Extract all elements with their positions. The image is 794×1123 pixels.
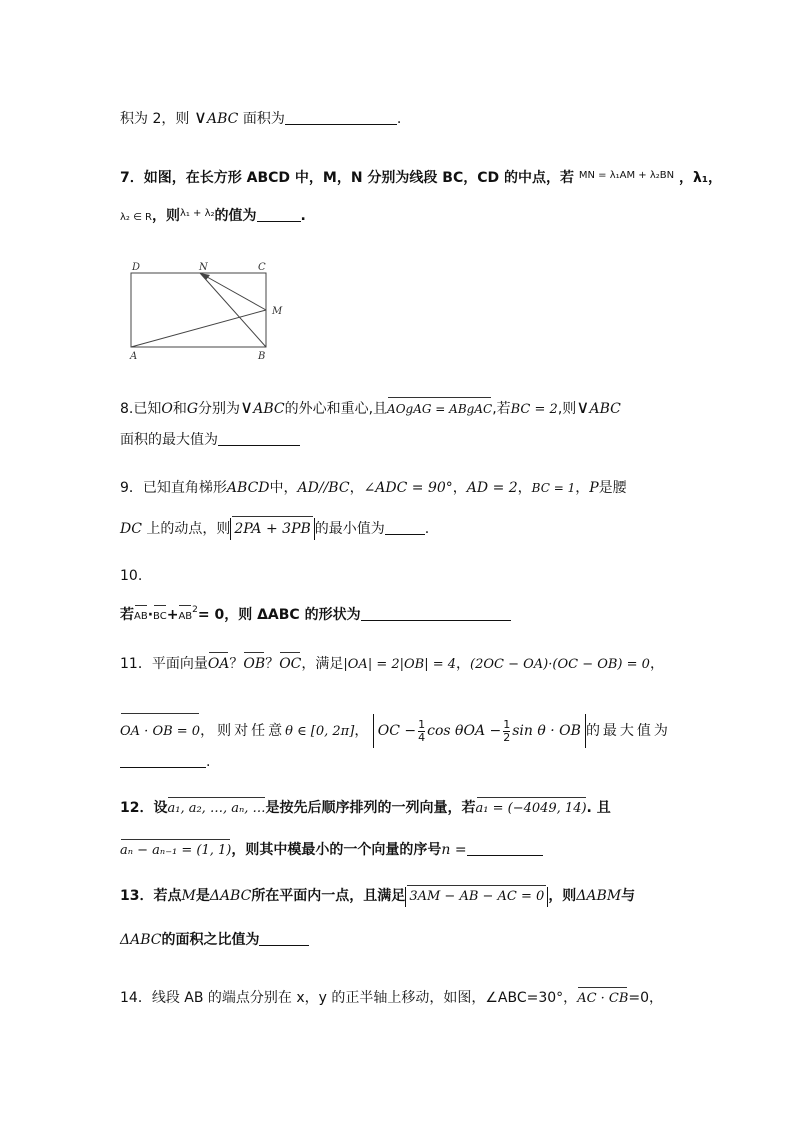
problem-13-line-1 — [120, 886, 635, 907]
p13-triangle: ΔABC — [209, 888, 252, 904]
problem-13-line-2 — [120, 930, 309, 950]
p13-text-5: 与 — [621, 888, 636, 904]
label-c: C — [258, 262, 266, 273]
p6-text: 积为 2，则 — [120, 111, 190, 127]
p10-text-2: = 0，则 ΔABC 的形状为 — [197, 607, 361, 623]
p9-sep-4: ， — [575, 480, 590, 496]
p7-vector-equation: MN = λ₁AM + λ₂BN — [578, 170, 675, 181]
problem-8-line-1 — [120, 398, 621, 420]
p12-text: 12．设 — [120, 800, 168, 816]
p13-text-2: 是 — [195, 888, 210, 904]
answer-blank — [259, 931, 309, 946]
p12-sequence: a₁, a₂, …, aₙ, … — [167, 799, 265, 819]
label-n: N — [199, 262, 208, 273]
answer-blank — [385, 520, 425, 535]
problem-11-line-1 — [120, 654, 664, 675]
p14-text-2: =0， — [628, 990, 664, 1006]
p11-oa: OA — [207, 656, 230, 672]
p11-theta-range: θ ∈ [0, 2π] — [285, 724, 355, 739]
p9-text-5: 的最小值为 — [314, 521, 385, 537]
problem-7-line-1 — [120, 166, 722, 188]
p7-text-2: ，λ₁， — [679, 170, 723, 186]
problem-9-line-1 — [120, 478, 627, 498]
p7-lambda-domain: λ₂ ∈ R — [120, 212, 152, 223]
fraction-num: 1 — [418, 717, 426, 731]
p8-o: O — [161, 401, 173, 417]
p9-sep-3: ， — [517, 480, 532, 496]
p9-dc: DC — [120, 521, 142, 537]
p9-text: 9．已知直角梯形 — [120, 480, 227, 496]
p9-text-2: 中， — [269, 480, 298, 496]
problem-10-line — [120, 600, 511, 627]
p10-ab-2: AB — [178, 607, 192, 627]
p10-bc: BC — [153, 607, 167, 627]
p7-lambda-sum: λ₁ + λ₂ — [179, 208, 215, 219]
answer-blank — [285, 110, 397, 125]
p13-abm: ΔABM — [576, 888, 622, 904]
fraction-num: 1 — [503, 717, 511, 731]
p8-text: 8.已知 — [120, 401, 162, 417]
p12-difference: aₙ − aₙ₋₁ = (1, 1) — [120, 841, 231, 861]
p8-triangle: ABC — [253, 401, 285, 417]
answer-blank — [120, 753, 206, 768]
p14-dot-product: AC · CB — [577, 989, 628, 1009]
p12-text-4: ，则其中模最小的一个向量的序号 — [231, 842, 442, 858]
p8-text-3: 分别为 — [198, 401, 241, 417]
p9-p: P — [589, 480, 599, 496]
p11-oc: OC — [279, 656, 302, 672]
answer-blank — [361, 606, 511, 621]
p11-sep: ， — [456, 656, 471, 672]
p11-end: . — [206, 754, 211, 770]
p11-sep-3: ， — [354, 723, 369, 739]
p7-text-4: 的值为 — [214, 208, 257, 224]
p9-abcd: ABCD — [226, 480, 270, 496]
p10-dot: · — [147, 607, 154, 623]
p13-m: M — [181, 888, 196, 904]
p10-text: 若 — [120, 607, 134, 623]
segment-nm — [200, 273, 266, 310]
p11-expr-b: cos θOA − — [427, 723, 502, 739]
p12-text-3: . 且 — [586, 800, 611, 816]
p14-text: 14．线段 AB 的端点分别在 x，y 的正半轴上移动，如图，∠ABC=30°， — [120, 990, 578, 1006]
p6-text-2: 面积为 — [242, 111, 285, 127]
p8-bc: BC = 2 — [510, 402, 558, 417]
p13-text-4: ，则 — [548, 888, 577, 904]
p10-ab: AB — [134, 607, 148, 627]
p12-a1: a₁ = (−4049, 14) — [476, 799, 587, 819]
label-b: B — [258, 351, 266, 362]
label-d: D — [132, 262, 141, 273]
segment-am — [131, 310, 266, 347]
p11-modulus: |OA| = 2|OB| = 4 — [343, 657, 457, 672]
answer-blank — [218, 431, 300, 446]
triangle-symbol: ∨ — [193, 107, 207, 128]
p11-text-4: 的最大值为 — [585, 723, 671, 739]
problem-10-number — [120, 566, 142, 586]
p13-text-3: 所在平面内一点，且满足 — [251, 888, 406, 904]
p13-text: 13．若点 — [120, 888, 182, 904]
fraction-den: 4 — [418, 730, 426, 744]
triangle-symbol: ∨ — [240, 397, 254, 418]
p11-abs-expression — [373, 714, 586, 748]
p11-ob: OB — [243, 656, 266, 672]
answer-blank — [467, 841, 543, 856]
p10-plus: + — [166, 607, 179, 623]
problem-7-line-2 — [120, 204, 306, 228]
label-m: M — [272, 306, 283, 317]
p7-text-3: ，则 — [151, 208, 180, 224]
p11-text: 11．平面向量 — [120, 656, 208, 672]
p8-text-2: 和 — [172, 401, 187, 417]
rectangle-figure — [120, 262, 300, 362]
p10-square: 2 — [192, 605, 198, 615]
answer-blank — [257, 207, 301, 222]
p6-triangle: ABC — [207, 111, 239, 127]
p7-text: 7．如图，在长方形 ABCD 中，M，N 分别为线段 BC，CD 的中点，若 — [120, 170, 575, 186]
problem-11-line-3 — [120, 752, 210, 772]
p8-text-6: ,则 — [557, 401, 577, 417]
problem-12-line-2 — [120, 840, 543, 861]
p13-abs-equation: 3AM − AB − AC = 0 — [405, 887, 548, 907]
problem-11-line-2 — [120, 714, 671, 749]
p11-text-2: ，满足 — [301, 656, 344, 672]
p12-n: n = — [441, 842, 467, 858]
problem-8-line-2 — [120, 430, 300, 450]
p11-q2: ？ — [265, 656, 280, 672]
p10-number: 10. — [120, 568, 143, 584]
fraction — [503, 719, 510, 744]
p9-ad: AD = 2 — [466, 480, 518, 496]
p8-text-7: 面积的最大值为 — [120, 432, 218, 448]
p7-end: . — [300, 208, 306, 224]
fraction — [418, 719, 425, 744]
p9-text-4: 上的动点，则 — [146, 521, 231, 537]
p9-end: . — [424, 521, 430, 537]
fraction-den: 2 — [503, 730, 511, 744]
p13-text-6: 的面积之比值为 — [161, 932, 260, 948]
p6-end: . — [396, 111, 402, 127]
p9-text-3: 是腰 — [598, 480, 627, 496]
segment-nb — [200, 273, 266, 347]
p9-abs-expression: 2PA + 3PB — [230, 518, 314, 540]
p11-sep-2: ， — [649, 656, 664, 672]
p11-dot-zero: OA · OB = 0 — [120, 715, 200, 749]
p13-triangle-2: ΔABC — [120, 932, 162, 948]
label-a: A — [130, 351, 138, 362]
p12-text-2: 是按先后顺序排列的一列向量，若 — [265, 800, 476, 816]
p8-g: G — [186, 401, 199, 417]
p9-sep: ， — [349, 480, 364, 496]
p11-expr-c: sin θ · OB — [512, 723, 581, 739]
problem-12-line-1 — [120, 798, 611, 819]
problem-14-line-1 — [120, 988, 663, 1009]
p11-q1: ？ — [229, 656, 244, 672]
p8-text-5: ,若 — [492, 401, 511, 417]
p11-text-3: ，则对任意 — [200, 723, 286, 739]
p8-text-4: 的外心和重心,且 — [284, 401, 388, 417]
p11-expr-a: OC − — [377, 723, 417, 739]
p11-product: (2OC − OA)·(OC − OB) = 0 — [470, 657, 650, 672]
p9-parallel: AD//BC — [297, 480, 350, 496]
rectangle-abcd — [131, 273, 266, 347]
p8-triangle-2: ABC — [589, 401, 621, 417]
p9-angle: ∠ADC = 90° — [363, 480, 453, 496]
problem-6-line — [120, 108, 401, 129]
p8-dot-equation: AOgAG = ABgAC — [387, 399, 492, 419]
p9-sep-2: ， — [452, 480, 467, 496]
problem-9-line-2 — [120, 518, 429, 540]
p9-bc: BC = 1 — [531, 481, 576, 495]
triangle-symbol: ∨ — [576, 397, 590, 418]
